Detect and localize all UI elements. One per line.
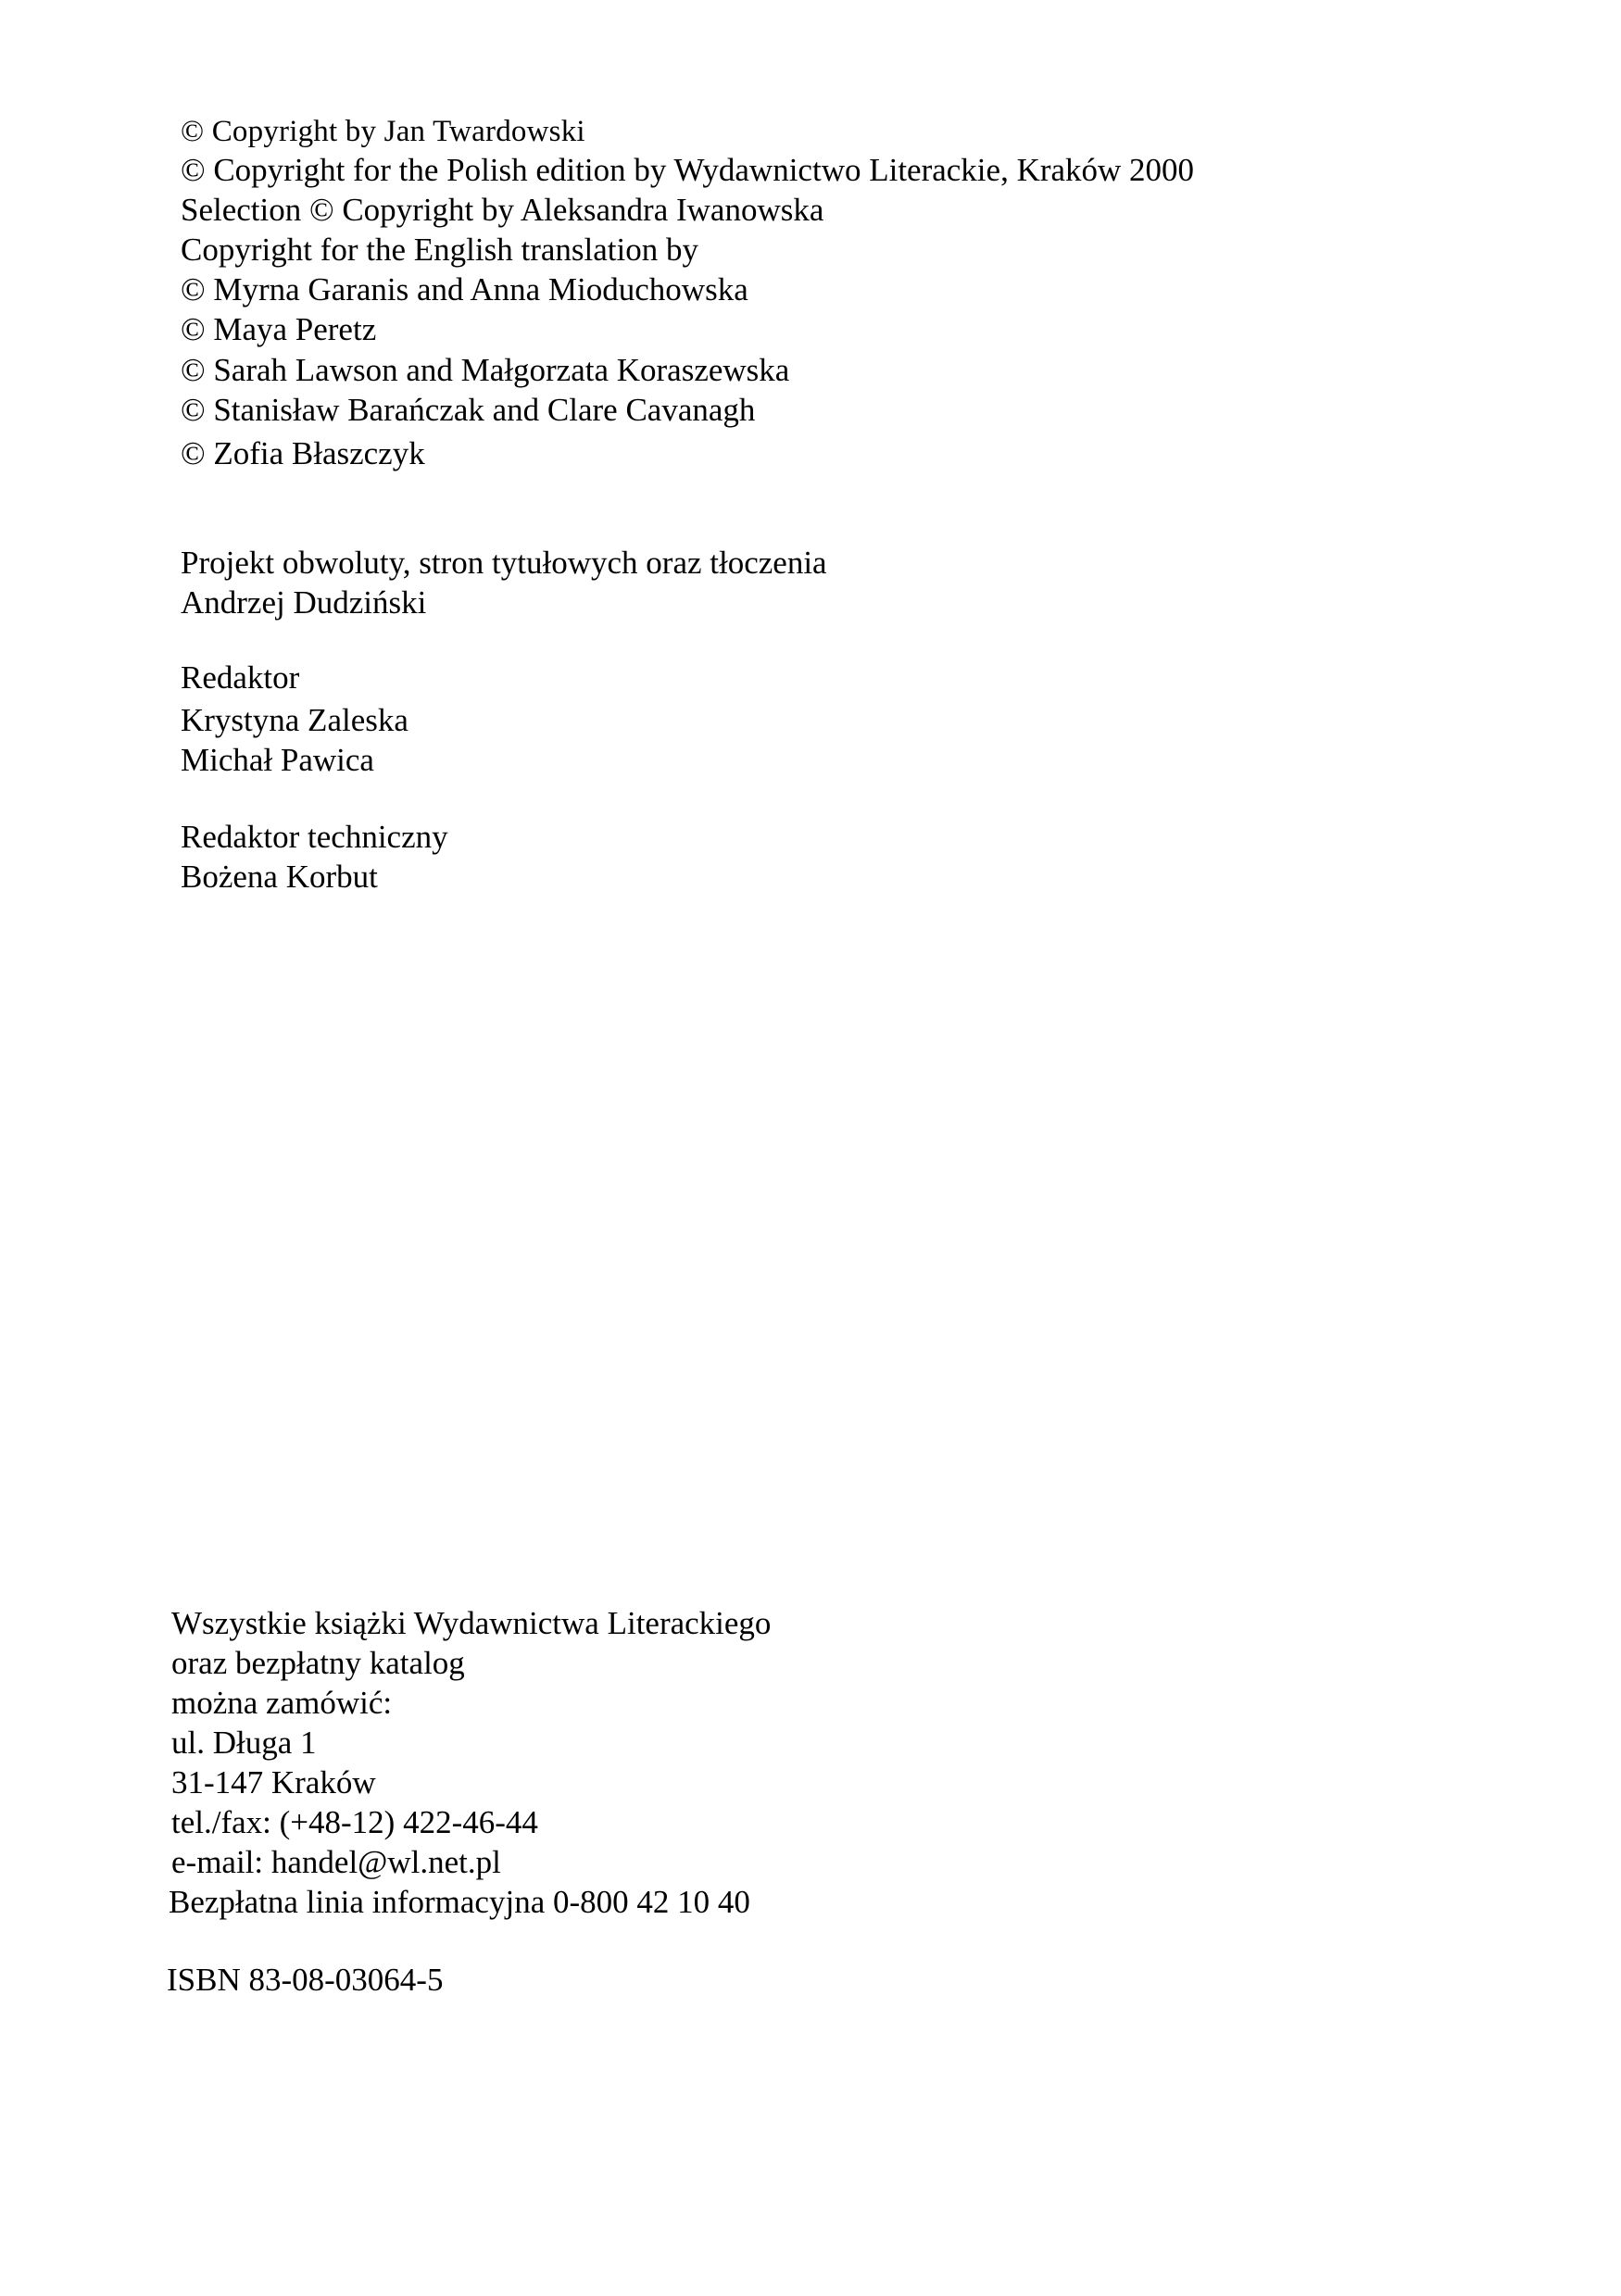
isbn: ISBN 83-08-03064-5 — [167, 1962, 444, 1998]
publisher-info-line: Wszystkie książki Wydawnictwa Literackiego — [171, 1605, 772, 1641]
copyright-line: © Sarah Lawson and Małgorzata Koraszewska — [181, 352, 790, 388]
copyright-line: Selection © Copyright by Aleksandra Iwanowska — [181, 192, 824, 228]
cover-designer-name: Andrzej Dudziński — [181, 584, 427, 621]
copyright-line: © Maya Peretz — [181, 311, 377, 347]
copyright-line: © Copyright for the Polish edition by Wydawnictwo Literackie, Kraków 2000 — [181, 152, 1195, 188]
copyright-line: © Copyright by Jan Twardowski — [181, 115, 585, 148]
address-city: 31-147 Kraków — [171, 1764, 376, 1800]
copyright-line: © Zofia Błaszczyk — [181, 435, 425, 471]
copyright-line: © Myrna Garanis and Anna Mioduchowska — [181, 271, 748, 307]
publisher-info-line: oraz bezpłatny katalog — [171, 1645, 465, 1681]
copyright-line: Copyright for the English translation by — [181, 232, 698, 268]
editor-name: Michał Pawica — [181, 742, 374, 778]
publisher-info-line: można zamówić: — [171, 1685, 393, 1721]
phone-fax: tel./fax: (+48-12) 422-46-44 — [171, 1804, 538, 1840]
editor-label: Redaktor — [181, 659, 300, 696]
address-street: ul. Długa 1 — [171, 1725, 317, 1761]
technical-editor-label: Redaktor techniczny — [181, 819, 448, 855]
cover-design-label: Projekt obwoluty, stron tytułowych oraz tłoczenia — [181, 545, 827, 581]
email: e-mail: handel@wl.net.pl — [171, 1844, 501, 1880]
technical-editor-name: Bożena Korbut — [181, 859, 378, 895]
editor-name: Krystyna Zaleska — [181, 702, 408, 738]
info-line: Bezpłatna linia informacyjna 0-800 42 10 40 — [169, 1884, 750, 1920]
copyright-line: © Stanisław Barańczak and Clare Cavanagh — [181, 392, 756, 428]
